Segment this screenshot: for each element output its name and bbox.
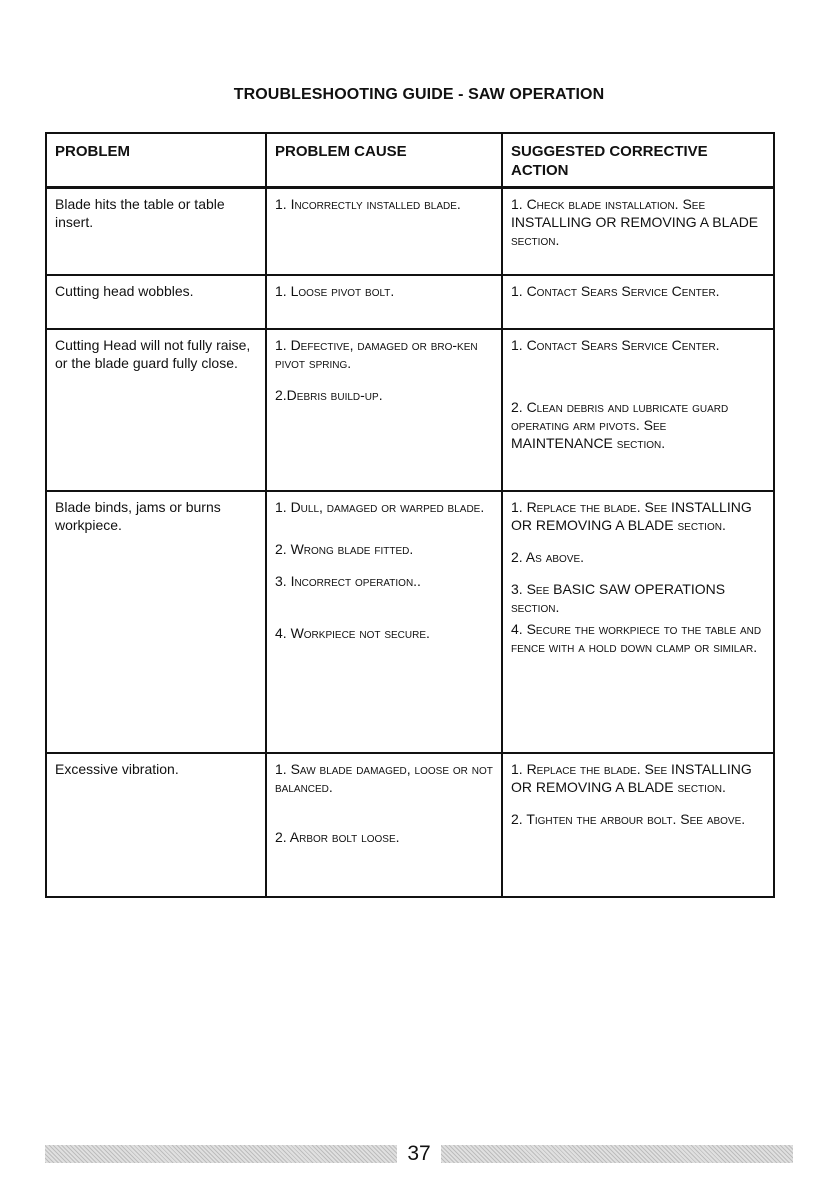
header-suggested-action: SUGGESTED CORRECTIVE ACTION (502, 133, 774, 188)
action-cell (502, 329, 774, 491)
cause-cell (266, 275, 502, 329)
cause-item: 4. Workpiece not secure. (275, 624, 430, 641)
action-item: 2. Tighten the arbour bolt. See above. (511, 810, 746, 827)
cause-item: 2.Debris build-up. (275, 386, 383, 403)
problem-text: Excessive vibration. (55, 760, 179, 777)
troubleshooting-table (45, 132, 775, 898)
table-row (46, 275, 774, 329)
cause-cell (266, 329, 502, 491)
problem-text: Blade binds, jams or burns workpiece. (55, 498, 221, 533)
problem-cell (46, 275, 266, 329)
table-row (46, 491, 774, 753)
table-row (46, 753, 774, 897)
footer-band-right (441, 1145, 793, 1163)
problem-cell (46, 329, 266, 491)
cause-item: 2. Arbor bolt loose. (275, 828, 400, 845)
action-item: 1. Check blade installation. See INSTALLING OR REMOVING A BLADE section. (511, 196, 759, 248)
page-footer (45, 1141, 793, 1167)
page-number: 37 (407, 1142, 431, 1165)
action-item: 1. Contact Sears Service Center. (511, 336, 720, 353)
cause-item: 1. Dull, damaged or warped blade. (275, 498, 485, 515)
action-item: 1. Replace the blade. See INSTALLING OR REMOVING A BLADE section. (511, 498, 752, 533)
table-row (46, 329, 774, 491)
page-title: TROUBLESHOOTING GUIDE - SAW OPERATION (233, 86, 605, 103)
cause-cell (266, 188, 502, 275)
problem-cell (46, 188, 266, 275)
problem-text: Cutting head wobbles. (55, 282, 194, 299)
action-item: 1. Replace the blade. See INSTALLING OR REMOVING A BLADE section. (511, 760, 752, 795)
footer-band-left (45, 1145, 397, 1163)
cause-cell (266, 753, 502, 897)
action-cell (502, 753, 774, 897)
table-row (46, 188, 774, 275)
cause-cell (266, 491, 502, 753)
cause-item: 1. Saw blade damaged, loose or not balanced. (275, 760, 493, 795)
problem-text: Blade hits the table or table insert. (55, 196, 225, 230)
action-item: 2. Clean debris and lubricate guard operating arm pivots. See MAINTENANCE section. (511, 398, 729, 451)
cause-item: 2. Wrong blade fitted. (275, 540, 414, 557)
cause-item: 1. Loose pivot bolt. (275, 282, 395, 299)
action-cell (502, 491, 774, 753)
action-item: 3. See BASIC SAW OPERATIONS section. (511, 580, 726, 615)
header-problem: PROBLEM (46, 133, 266, 188)
problem-cell (46, 491, 266, 753)
table-header-row (46, 133, 774, 188)
header-problem-cause: PROBLEM CAUSE (266, 133, 502, 188)
action-cell (502, 275, 774, 329)
problem-text: Cutting Head will not fully raise, or the blade guard fully close. (55, 336, 251, 371)
cause-item: 3. Incorrect operation.. (275, 572, 421, 589)
cause-item: 1. Defective, damaged or bro-ken pivot spring. (275, 336, 478, 371)
problem-cell (46, 753, 266, 897)
action-item: 1. Contact Sears Service Center. (511, 282, 720, 299)
action-item: 2. As above. (511, 548, 585, 565)
action-item: 4. Secure the workpiece to the table and fence with a hold down clamp or similar. (511, 620, 762, 655)
action-cell (502, 188, 774, 275)
cause-item: 1. Incorrectly installed blade. (275, 196, 461, 212)
